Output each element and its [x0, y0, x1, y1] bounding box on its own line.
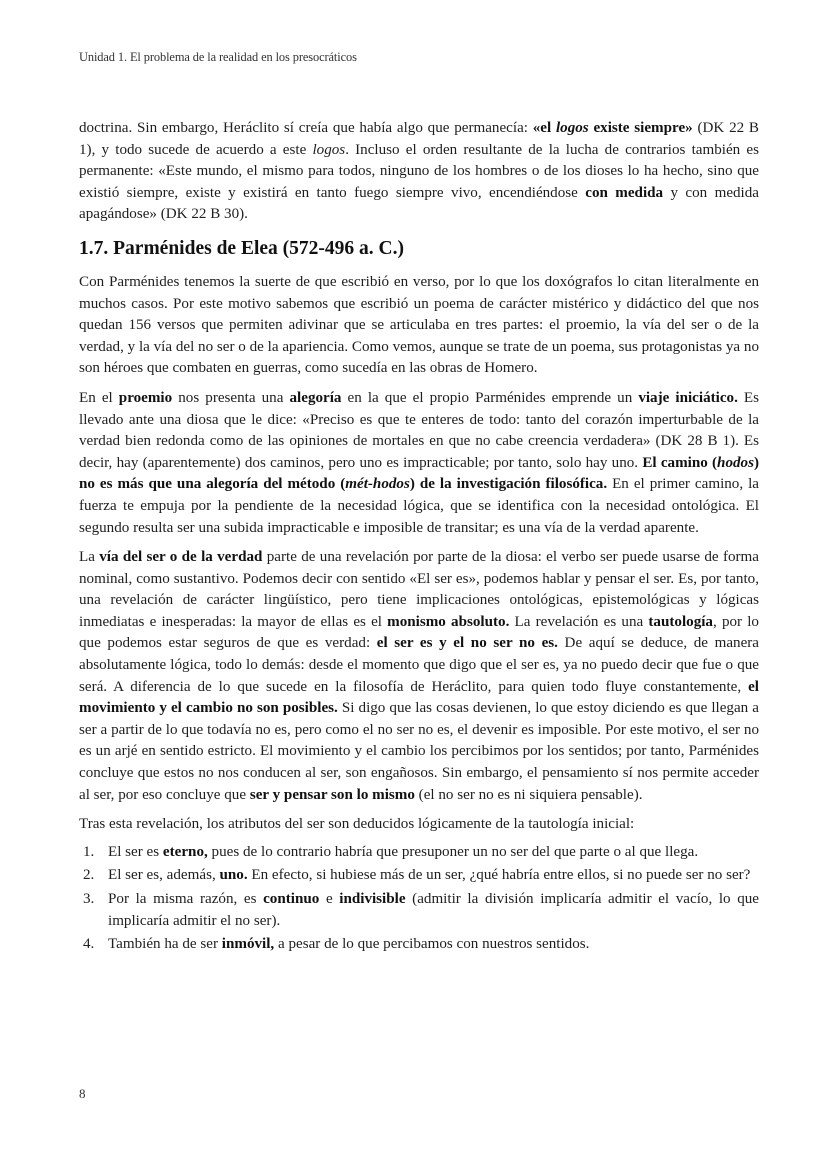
- text: , por lo que podemos estar seguros de que es verdad:: [79, 613, 759, 652]
- bold-term: inmóvil,: [221, 936, 275, 953]
- paragraph-intro: Con Parménides tenemos la suerte de que escribió en verso, por lo que los doxógrafos lo citan literalmente en muchos casos. Por este motivo sabemos que escribió un poema de carácter mistérico y didáctico del que nos quedan 156 versos que permiten adivinar que se articulaba en tres partes: el proemio, la vía del ser o de la verdad, y la vía del no ser o de la apariencia. Como vemos, aunque se trate de un poema, sus protagonistas ya no son héroes que combaten en guerras, como sucedía en las obras de Homero.: [79, 273, 759, 377]
- text: «el: [532, 120, 556, 136]
- text: En el: [79, 389, 119, 406]
- text: Es llevado ante una diosa que le dice: «Preciso es que te enteres de todo: tanto del corazón imperturbable de la verdad bien redonda como de las opiniones de mortales en que no cabe creencia verdadera» (DK 28 B 1). Es decir, hay (aparentemente) dos caminos, pero uno es impracticable; por tanto, solo hay uno.: [79, 389, 760, 471]
- text: nos presenta una: [172, 389, 290, 406]
- text: ) no es más que una alegoría del método (: [79, 454, 759, 493]
- paragraph-proemio: [79, 388, 759, 539]
- text: En el primer camino, la fuerza te empuja por la pendiente de la necesidad lógica, que se identifica con la necesidad ontológica. El segundo resulta ser una subida impracticable e imposible de transitar; es una vía de la verdad aparente.: [79, 476, 760, 536]
- list-number: 2.: [83, 867, 95, 884]
- paragraph-via-del-ser: [79, 547, 759, 806]
- list-item: [79, 889, 759, 932]
- bold-term: continuo: [263, 891, 320, 907]
- text: En efecto, si hubiese más de un ser, ¿qué habría entre ellos, si no puede ser no ser?: [247, 867, 751, 884]
- bold-term: uno.: [219, 867, 248, 884]
- text: e: [319, 891, 340, 907]
- text: en la que el propio Parménides emprende un: [341, 389, 639, 406]
- bold-term: viaje iniciático.: [638, 389, 738, 406]
- bold-term: indivisible: [339, 891, 406, 907]
- text: existe siempre»: [588, 120, 693, 136]
- paragraph-atributos-intro: Tras esta revelación, los atributos del ser son deducidos lógicamente de la tautología inicial:: [79, 816, 635, 833]
- text: El ser es: [108, 843, 163, 860]
- text: doctrina. Sin embargo, Heráclito sí creía que había algo que permanecía:: [79, 120, 533, 136]
- list-number: 3.: [83, 891, 95, 907]
- bold-term: monismo absoluto.: [387, 613, 510, 630]
- text: El camino (: [642, 454, 718, 471]
- page-body: [79, 118, 759, 958]
- list-item: [79, 934, 759, 956]
- bold-term: alegoría: [289, 389, 342, 406]
- text: parte de una revelación por parte de la diosa: el verbo ser puede usarse de forma nominal, como sustantivo. Podemos decir con sentido «El ser es», podemos hablar y pensar el ser. Es, por tanto, una revelación de carácter lingüístico, pero tiene implicaciones ontológicas, epistemológicas y lógicas inmediatas e inesperadas: la mayor de ellas es el: [79, 549, 759, 630]
- paragraph-heraclito-continuation: [79, 118, 759, 226]
- bold-term: proemio: [118, 389, 173, 406]
- bold-term: eterno,: [162, 843, 208, 860]
- bold-term: tautología: [648, 613, 713, 630]
- text: a pesar de lo que percibamos con nuestros sentidos.: [274, 936, 590, 953]
- bold-term: vía del ser o de la verdad: [99, 549, 263, 566]
- text: De aquí se deduce, de manera absolutamente lógica, todo lo demás: desde el momento que digo que el ser es, ya no puedo decir que fue o que será. A diferencia de lo que sucede en la filosofía de Heráclito, para quien todo fluye constantemente,: [79, 635, 759, 695]
- bold-term: el movimiento y el cambio no son posibles.: [79, 678, 759, 717]
- page-number: 8: [79, 1086, 86, 1101]
- italic-term: hodos: [717, 454, 754, 471]
- italic-term: logos: [312, 141, 346, 158]
- italic-term: mét-hodos: [345, 476, 410, 493]
- bold-quote: [533, 120, 693, 136]
- italic-term: logos: [555, 120, 589, 136]
- section-title: 1.7. Parménides de Elea (572-496 a. C.): [79, 237, 404, 259]
- running-header: Unidad 1. El problema de la realidad en los presocráticos: [79, 50, 357, 64]
- text: pues de lo contrario habría que presuponer un no ser del que parte o al que llega.: [207, 843, 699, 860]
- text: El ser es, además,: [108, 867, 220, 884]
- bold-term: ser y pensar son lo mismo: [249, 786, 415, 803]
- text: Si digo que las cosas devienen, lo que estoy diciendo es que llegan a ser a partir de lo que todavía no es, pero como el no ser no es, el devenir es imposible. Por este motivo, el ser no es un arjé en sentido estricto. El movimiento y el cambio los percibimos por los sentidos; por tanto, Parménides concluye que estos no nos conducen al ser, son engañosos. Sin embargo, el pensamiento sí nos permite acceder al ser, por eso concluye que: [79, 700, 759, 803]
- text: ) de la investigación filosófica.: [409, 476, 608, 493]
- text: (el no ser no es ni siquiera pensable).: [414, 786, 643, 803]
- text: La: [79, 549, 100, 566]
- list-item: [79, 865, 759, 887]
- text: y con medida apagándose» (DK 22 B 30).: [79, 184, 759, 223]
- attributes-list: [79, 842, 759, 956]
- bold-term: con medida: [585, 184, 664, 201]
- list-number: 1.: [83, 843, 95, 860]
- bold-term: el ser es y el no ser no es.: [376, 635, 558, 652]
- list-number: 4.: [83, 936, 95, 953]
- text: (admitir la división implicaría admitir el vacío, lo que implicaría admitir el no ser).: [108, 891, 760, 929]
- list-item: [79, 842, 759, 864]
- text: La revelación es una: [509, 613, 649, 630]
- text: (DK 22 B 1), y todo sucede de acuerdo a este: [79, 120, 760, 158]
- text: . Incluso el orden resultante de la lucha de contrarios también es permanente: «Este mundo, el mismo para todos, ninguno de los hombres o de los dioses lo ha hecho, sino que existió siempre, existe y existirá en tanto fuego siempre vivo, encendiéndose: [79, 141, 759, 201]
- text: También ha de ser: [108, 936, 222, 953]
- text: Por la misma razón, es: [108, 891, 264, 907]
